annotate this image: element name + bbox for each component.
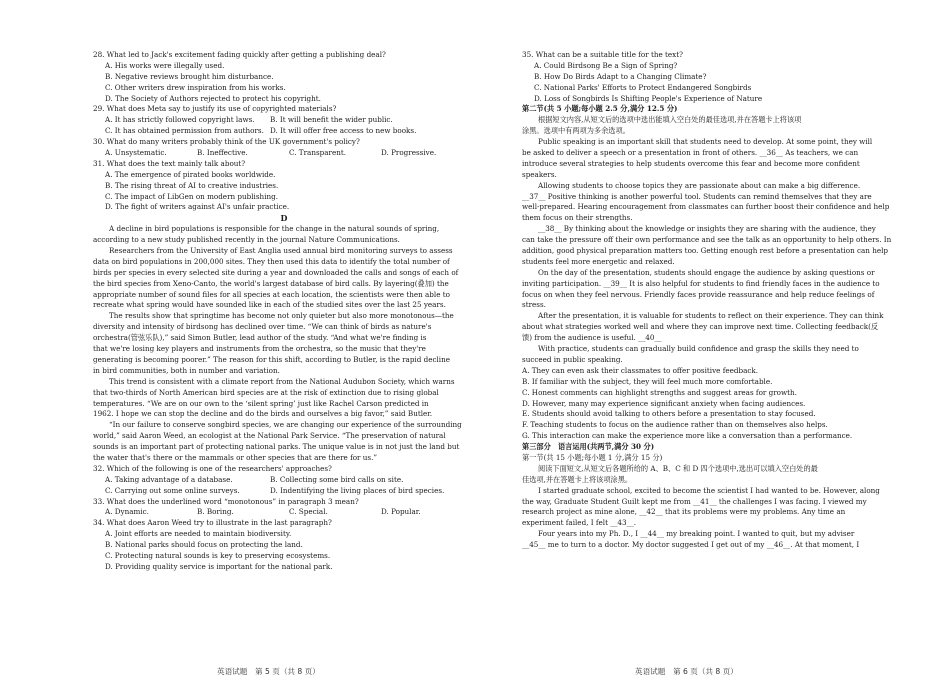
question-stem: 31. What does the text mainly talk about? xyxy=(93,158,246,168)
section-heading: 第一节(共 15 小题;每小题 1 分,满分 15 分) xyxy=(522,452,663,462)
passage-line: them focus on their strengths. xyxy=(522,213,633,223)
answer-option: B. Boring. xyxy=(197,507,234,517)
passage-line: inviting participation. __39__ It is also helpful for students to find friendly faces in the audience to xyxy=(522,278,880,288)
answer-option: C. Transparent. xyxy=(289,148,347,158)
passage-line: about what strategies worked well and where they can improve next time. Collecting feedback(反 xyxy=(522,322,879,332)
passage-line: data on bird populations in 200,000 sites. They then used this data to identify the total number of xyxy=(93,256,450,266)
passage-line: that two-thirds of North American bird species are at the risk of extinction due to rising global xyxy=(93,387,439,397)
passage-line: succeed in public speaking. xyxy=(522,354,623,364)
answer-option: A. They can even ask their classmates to offer positive feedback. xyxy=(522,365,759,375)
passage-line: A decline in bird populations is responsible for the change in the natural sounds of spring, xyxy=(109,224,440,234)
question-stem: 35. What can be a suitable title for the text? xyxy=(522,50,683,59)
answer-option: C. The impact of LibGen on modern publishing. xyxy=(105,191,278,201)
answer-option: B. Collecting some bird calls on site. xyxy=(270,474,404,484)
question-stem: 34. What does Aaron Weed try to illustrate in the last paragraph? xyxy=(93,518,332,528)
question-stem: 28. What led to Jack's excitement fading quickly after getting a publishing deal? xyxy=(93,50,386,59)
passage-line: 1962. I hope we can stop the decline and do the birds and ourselves a big favor,” said Butler. xyxy=(93,409,433,419)
answer-option: C. It has obtained permission from authors. xyxy=(105,126,264,136)
answer-option: D. Indentifying the living places of bird species. xyxy=(270,485,445,495)
passage-line: orchestra(管弦乐队),” said Simon Butler, lead author of the study. “And what we're finding is xyxy=(93,333,427,343)
passage-line: appropriate number of sound files for all species at each location, the scientists were then able to xyxy=(93,289,450,299)
answer-option: B. If familiar with the subject, they will feel much more comfortable. xyxy=(522,376,773,386)
answer-option: D. However, many may experience significant anxiety when facing audiences. xyxy=(522,398,806,408)
passage-line: “In our failure to conserve songbird species, we are changing our experience of the surrounding xyxy=(109,420,462,430)
passage-line: addition, good physical preparation matters too. Getting enough rest before a presentation can help xyxy=(522,246,889,256)
answer-option: D. The Society of Authors rejected to protect his copyright. xyxy=(105,93,321,103)
passage-line: stress. xyxy=(522,300,546,310)
passage-line: that we're losing key players and instruments from the orchestra, so the music that they're xyxy=(93,344,426,354)
passage-line: speakers. xyxy=(522,169,557,179)
answer-option: A. It has strictly followed copyright laws. xyxy=(105,115,255,125)
question-stem: 29. What does Meta say to justify its use of copyrighted materials? xyxy=(93,104,337,114)
passage-line: in bird communities, both in number and variation. xyxy=(93,365,280,375)
passage-line: Researchers from the University of East Anglia used annual bird monitoring surveys to assess xyxy=(109,246,453,256)
cloze-line: I started graduate school, excited to become the scientist I had wanted to be. However, along xyxy=(538,485,880,495)
passage-line: On the day of the presentation, students should engage the audience by asking questions or xyxy=(538,267,875,277)
option-row xyxy=(93,126,475,137)
cloze-line: experiment failed, I felt __43__. xyxy=(522,518,637,528)
passage-line: can take the pressure off their own performance and see the talk as an opportunity to help others. In xyxy=(522,235,892,245)
question-stem: 33. What does the underlined word “monotonous” in paragraph 3 mean? xyxy=(93,496,359,506)
question-stem: 30. What do many writers probably think of the UK government's policy? xyxy=(93,137,360,147)
answer-option: A. Could Birdsong Be a Sign of Spring? xyxy=(534,60,678,70)
cloze-line: the way, Graduate Student Guilt kept me from __41__ the challenges I was facing. I viewed my xyxy=(522,496,867,506)
option-row xyxy=(93,475,475,486)
answer-option: E. Students should avoid talking to others before a presentation to stay focused. xyxy=(522,409,816,419)
option-row xyxy=(93,507,475,518)
passage-line: the water that's there or the mammals or other species that are there for us.” xyxy=(93,452,378,462)
section-heading: 第二节(共 5 小题;每小题 2.5 分,满分 12.5 分) xyxy=(522,104,678,114)
passage-line: Allowing students to choose topics they are passionate about can make a big difference. xyxy=(538,180,861,190)
answer-option: D. Providing quality service is important for the national park. xyxy=(105,561,333,571)
passage-line: birds per species in every selected site during a year and downloaded the calls and songs of each of xyxy=(93,267,459,277)
answer-option: C. Protecting natural sounds is key to preserving ecosystems. xyxy=(105,550,331,560)
answer-option: C. Honest comments can highlight strengths and suggest areas for growth. xyxy=(522,387,797,397)
passage-line: The results show that springtime has become not only quieter but also more monotonous—the xyxy=(109,311,454,321)
instruction-line: 根据短文内容,从短文后的选项中选出能填入空白处的最佳选项,并在答题卡上将该项 xyxy=(538,115,802,125)
passage-line: After the presentation, it is valuable for students to reflect on their experience. They can think xyxy=(538,311,884,321)
question-stem: 32. Which of the following is one of the researchers' approaches? xyxy=(93,463,332,473)
passage-line: students feel more energetic and relaxed. xyxy=(522,256,675,266)
option-row xyxy=(93,115,475,126)
answer-option: B. Ineffective. xyxy=(197,148,248,158)
passage-line: __38__ By thinking about the knowledge or insights they are sharing with the audience, they xyxy=(538,224,876,234)
answer-option: A. Taking advantage of a database. xyxy=(105,474,233,484)
passage-line: recreate what spring would have sounded like in each of the studied sites over the last 25 years. xyxy=(93,300,446,310)
passage-line: according to a new study published recently in the journal Nature Communications. xyxy=(93,235,400,245)
page-footer-right: 英语试题 第 6 页（共 8 页） xyxy=(635,667,738,676)
answer-option: B. Negative reviews brought him disturbance. xyxy=(105,71,274,81)
passage-line: temperatures. “We are on our own to the ‘silent spring’ just like Rachel Carson predicted in xyxy=(93,398,429,408)
answer-option: C. Other writers drew inspiration from his works. xyxy=(105,82,286,92)
answer-option: C. Carrying out some online surveys. xyxy=(105,485,240,495)
passage-line: With practice, students can gradually build confidence and grasp the skills they need to xyxy=(538,344,859,354)
passage-line: world,” said Aaron Weed, an ecologist at the National Park Service. “The preservation of natural xyxy=(93,431,446,441)
passage-line: be asked to deliver a speech or a presentation in front of others. __36__ As teachers, we can xyxy=(522,148,859,158)
option-row xyxy=(93,148,475,159)
passage-line: __37__ Positive thinking is another powerful tool. Students can remind themselves that they are xyxy=(522,191,872,201)
right-page xyxy=(475,0,950,688)
answer-option: A. Unsystematic. xyxy=(105,148,167,158)
passage-line: introduce several strategies to help students overcome this fear and become more confident xyxy=(522,158,860,168)
right-column xyxy=(522,50,904,551)
answer-option: D. Progressive. xyxy=(381,148,437,158)
answer-option: A. His works were illegally used. xyxy=(105,60,225,70)
left-column xyxy=(93,50,475,573)
passage-line: focus on when they feel nervous. Friendly faces provide reassurance and help reduce feelings of xyxy=(522,289,875,299)
answer-option: C. National Parks' Efforts to Protect Endangered Songbirds xyxy=(534,82,752,92)
passage-line: well-prepared. Hearing encouragement from classmates can further boost their confidence and help xyxy=(522,202,890,212)
answer-option: A. Joint efforts are needed to maintain biodiversity. xyxy=(105,529,292,539)
answer-option: A. Dynamic. xyxy=(105,507,149,517)
answer-option: D. It will offer free access to new books. xyxy=(270,126,417,136)
answer-option: G. This interaction can make the experience more like a conversation than a performance. xyxy=(522,431,853,441)
passage-line: This trend is consistent with a climate report from the National Audubon Society, which warns xyxy=(109,376,455,386)
cloze-line: __45__ me to turn to a doctor. My doctor suggested I get out of my __46__. At that moment, I xyxy=(522,540,860,550)
passage-line: generating is becoming poorer.” The reason for this shift, according to Butler, is the rapid decline xyxy=(93,354,450,364)
option-row xyxy=(93,486,475,497)
instruction-line: 佳选项,并在答题卡上将该项涂黑。 xyxy=(522,474,633,484)
answer-option: B. How Do Birds Adapt to a Changing Climate? xyxy=(534,71,707,81)
passage-line: sounds is an important part of protecting national parks. The unique value is in not just the land but xyxy=(93,442,460,452)
answer-option: F. Teaching students to focus on the audience rather than on themselves also helps. xyxy=(522,420,828,430)
passage-line: 馈) from the audience is useful. __40__ xyxy=(522,333,662,343)
answer-option: D. Popular. xyxy=(381,507,421,517)
page-footer-left: 英语试题 第 5 页（共 8 页） xyxy=(217,667,320,676)
cloze-line: research project as mine alone, __42__ that its problems were my problems. Any time an xyxy=(522,507,846,517)
answer-option: B. The rising threat of AI to creative industries. xyxy=(105,180,279,190)
answer-option: A. The emergence of pirated books worldwide. xyxy=(105,169,276,179)
answer-option: C. Special. xyxy=(289,507,328,517)
passage-line: diversity and intensity of birdsong has declined over time. “We can think of birds as nature's xyxy=(93,322,432,332)
instruction-line: 阅读下面短文,从短文后各题所给的 A、B、C 和 D 四个选项中,选出可以填入空白处的最 xyxy=(538,463,818,473)
answer-option: D. The fight of writers against AI's unfair practice. xyxy=(105,202,290,212)
answer-option: D. Loss of Songbirds Is Shifting People's Experience of Nature xyxy=(534,93,763,103)
passage-letter: D xyxy=(280,213,288,224)
instruction-line: 涂黑。选项中有两项为多余选项。 xyxy=(522,126,630,136)
part-heading: 第三部分 语言运用(共两节,满分 30 分) xyxy=(522,442,655,452)
answer-option: B. It will benefit the wider public. xyxy=(270,115,393,125)
passage-line: Public speaking is an important skill that students need to develop. At some point, they will xyxy=(538,137,873,147)
answer-option: B. National parks should focus on protecting the land. xyxy=(105,540,303,550)
passage-line: the bird species from Xeno-Canto, the world's largest database of bird calls. By layering(叠加) the xyxy=(93,278,449,288)
cloze-line: Four years into my Ph. D., I __44__ my breaking point. I wanted to quit, but my adviser xyxy=(538,529,855,539)
